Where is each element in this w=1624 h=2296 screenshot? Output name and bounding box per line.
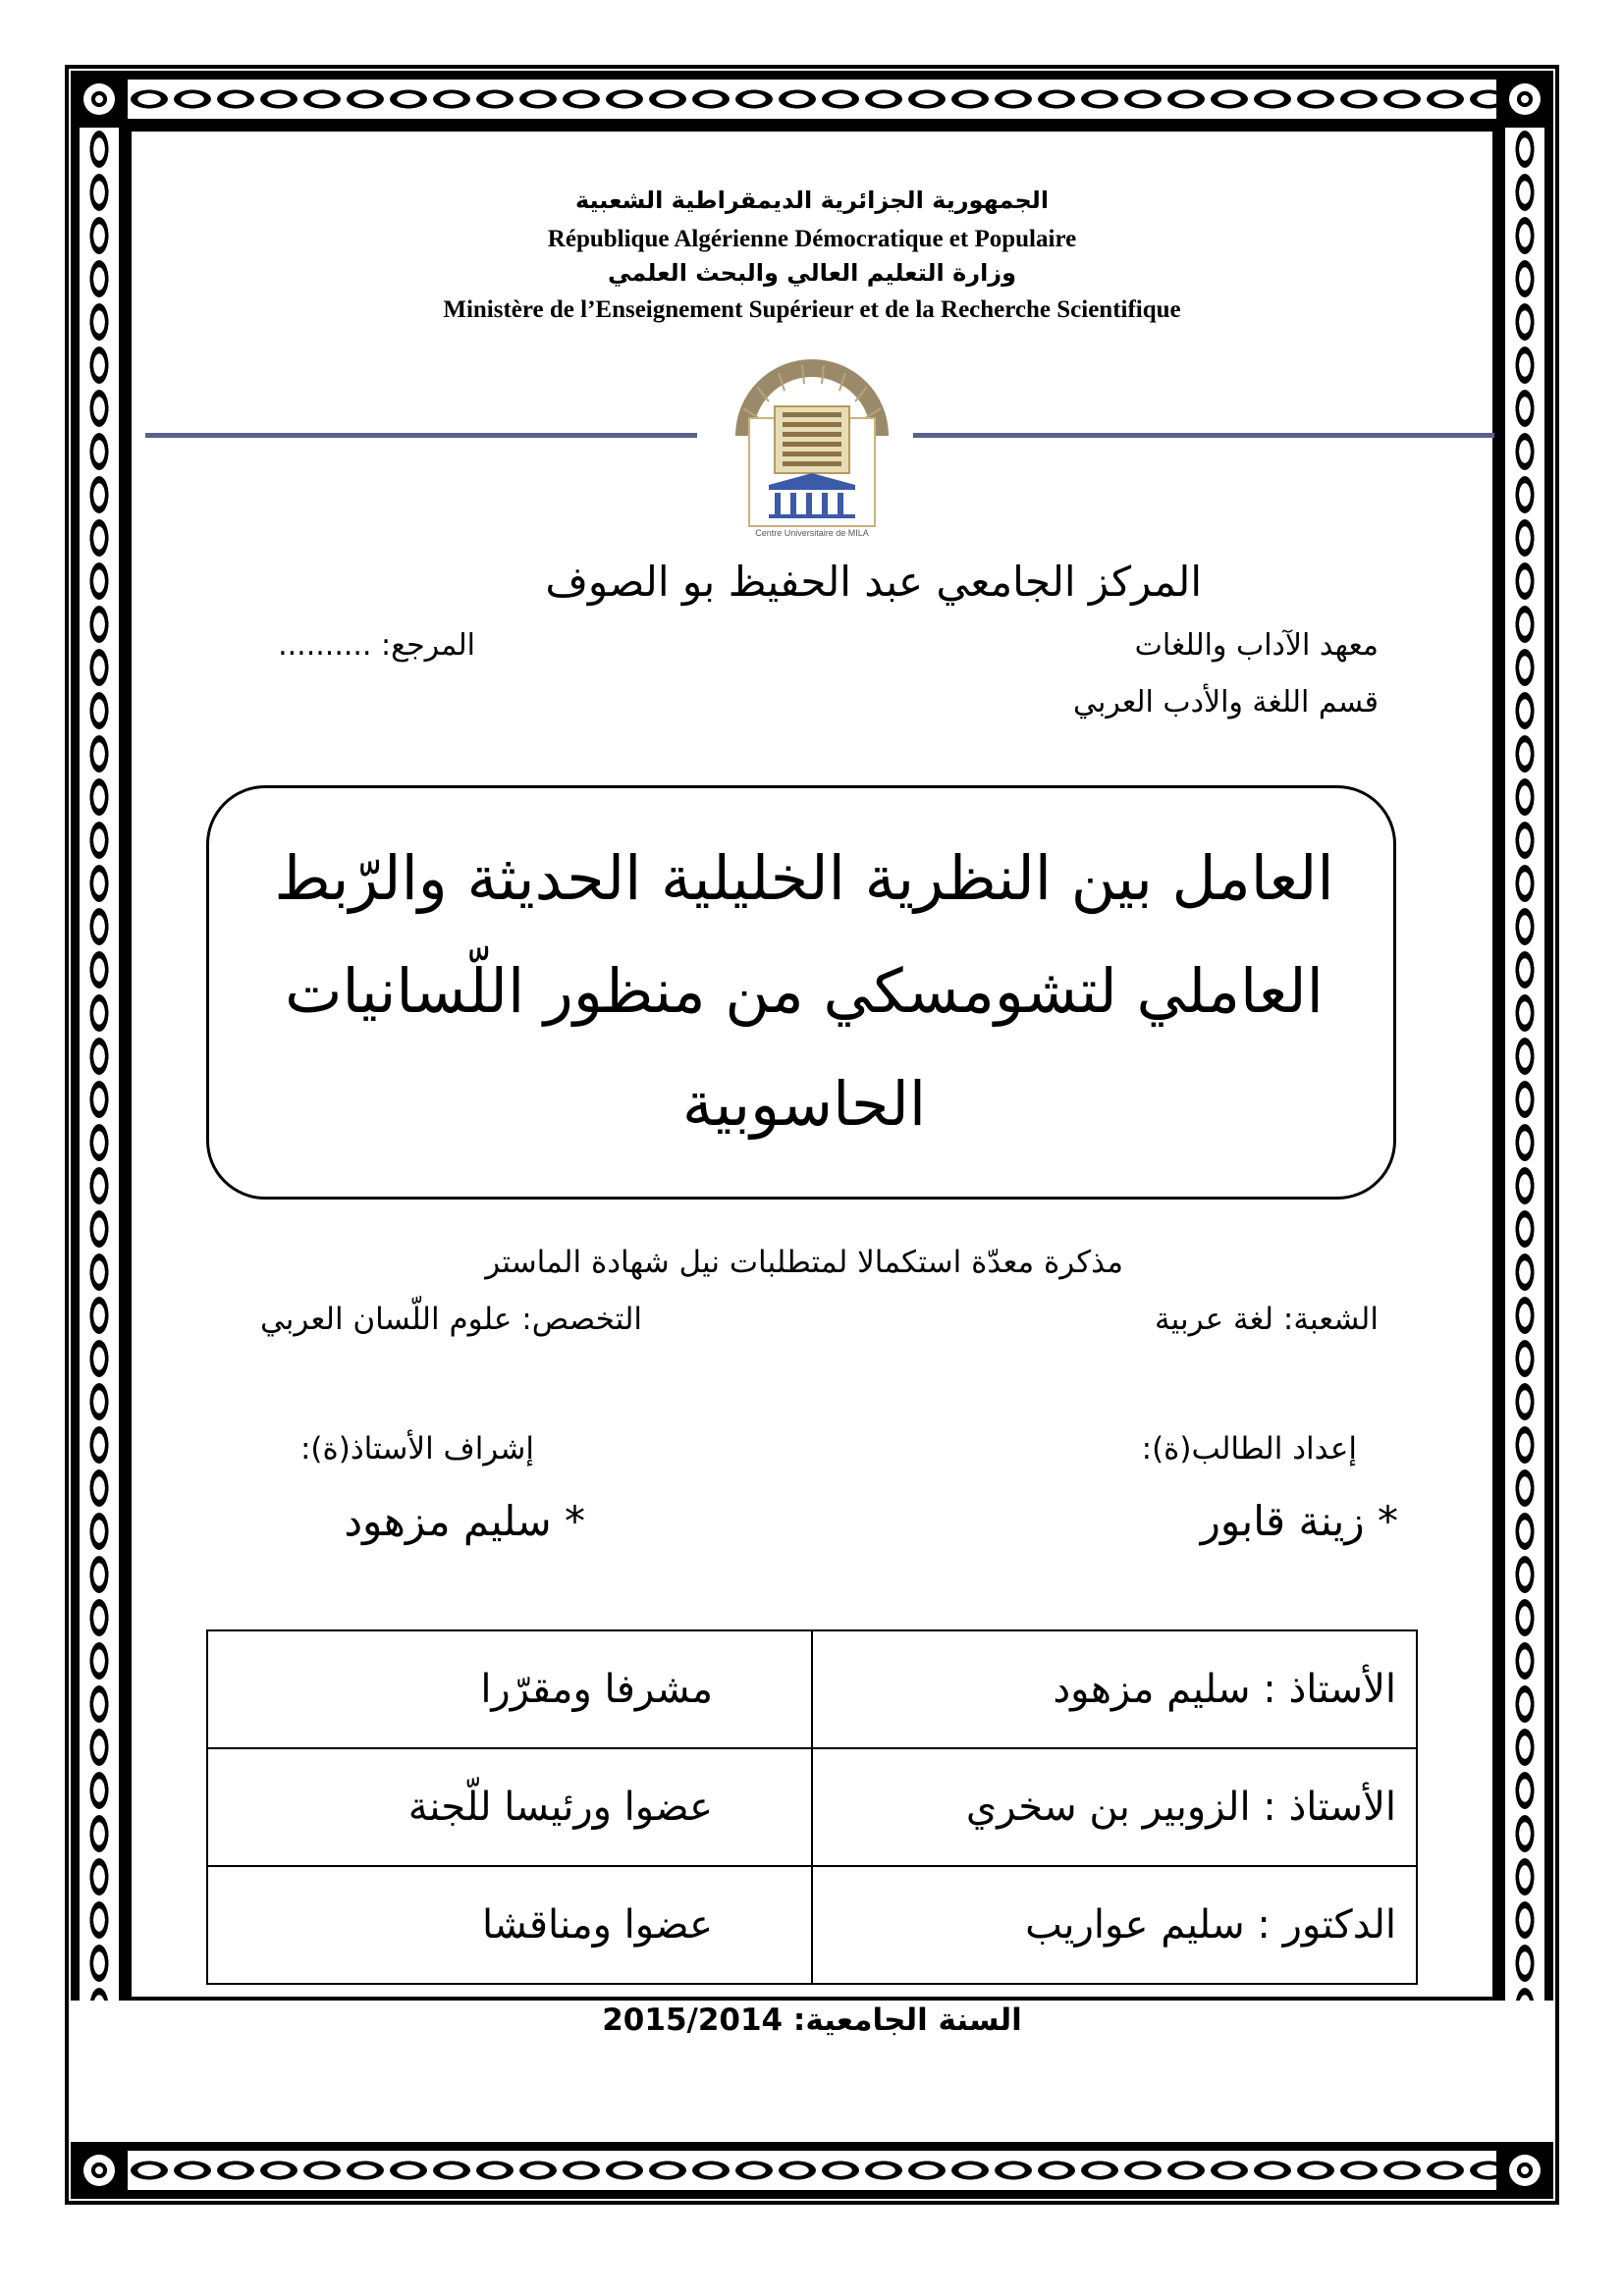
- committee-table: [206, 1629, 1418, 1985]
- header-rule-right: [913, 433, 1494, 438]
- institute-name: معهد الآداب واللغات: [1134, 628, 1379, 663]
- student-name: * زينة قابور: [1200, 1497, 1398, 1545]
- logo-caption: Centre Universitaire de MILA: [755, 528, 869, 538]
- memo-description: مذكرة معدّة استكمالا لمتطلبات نيل شهادة الماستر: [485, 1245, 1123, 1280]
- table-row: [207, 1630, 1417, 1748]
- thesis-title-line-2: العاملي لتشومسكي من منظور اللّسانيات: [285, 955, 1324, 1027]
- republic-french: République Algérienne Démocratique et Populaire: [547, 226, 1077, 252]
- university-center-name: المركز الجامعي عبد الحفيظ بو الصوف: [545, 558, 1202, 606]
- header-rule-left: [145, 433, 697, 438]
- thesis-title-line-1: العامل بين النظرية الخليلية الحديثة والرّبط: [274, 842, 1334, 914]
- thesis-title-box: [206, 785, 1396, 1200]
- reference-number: المرجع: ..........: [278, 628, 475, 663]
- branch-label: الشعبة: لغة عربية: [1154, 1302, 1379, 1337]
- corner-ornament-icon: [1496, 71, 1553, 128]
- committee-member-role: عضوا ومناقشا: [207, 1866, 812, 1984]
- academic-year: السنة الجامعية: 2015/2014: [602, 2002, 1022, 2038]
- prepared-by-label: إعداد الطالب(ة):: [1141, 1431, 1357, 1467]
- committee-member-name: الدكتور : سليم عواريب: [812, 1866, 1417, 1984]
- supervision-label: إشراف الأستاذ(ة):: [299, 1431, 534, 1467]
- university-logo-icon: [714, 347, 910, 544]
- republic-arabic: الجمهورية الجزائرية الديمقراطية الشعبية: [574, 187, 1050, 214]
- committee-member-name: الأستاذ : الزوبير بن سخري: [812, 1748, 1417, 1866]
- committee-member-role: عضوا ورئيسا للّجنة: [207, 1748, 812, 1866]
- table-row: [207, 1748, 1417, 1866]
- border-band-right: [1496, 128, 1553, 2001]
- specialty-label: التخصص: علوم اللّسان العربي: [259, 1302, 642, 1337]
- border-band-bottom: [128, 2142, 1496, 2199]
- corner-ornament-icon: [71, 71, 128, 128]
- committee-member-role: مشرفا ومقرّرا: [207, 1630, 812, 1748]
- thesis-title-line-3: الحاسوبية: [681, 1068, 927, 1140]
- department-name: قسم اللغة والأدب العربي: [1072, 685, 1379, 720]
- committee-member-name: الأستاذ : سليم مزهود: [812, 1630, 1417, 1748]
- table-row: [207, 1866, 1417, 1984]
- border-band-top: [128, 71, 1496, 128]
- ministry-arabic: وزارة التعليم العالي والبحث العلمي: [607, 259, 1017, 287]
- corner-ornament-icon: [71, 2142, 128, 2199]
- border-band-left: [71, 128, 128, 2001]
- supervisor-name: * سليم مزهود: [344, 1497, 585, 1545]
- corner-ornament-icon: [1496, 2142, 1553, 2199]
- ministry-french: Ministère de l’Enseignement Supérieur et de la Recherche Scientifique: [443, 296, 1181, 323]
